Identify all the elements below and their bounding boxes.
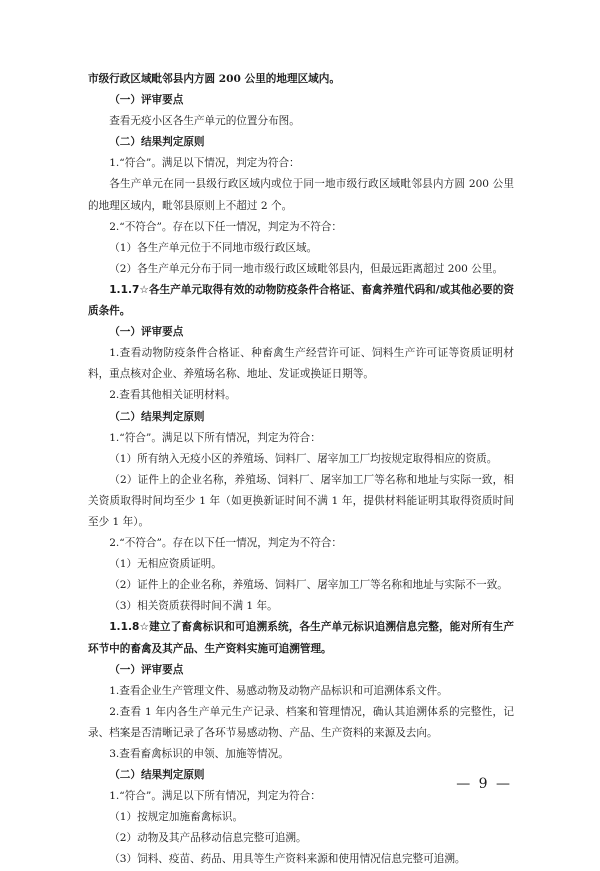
- paragraph: 1.“符合”。满足以下情况，判定为符合：: [109, 157, 300, 170]
- paragraph: 1.查看企业生产管理文件、易感动物及动物产品标识和可追溯体系文件。: [109, 684, 448, 697]
- paragraph: 查看无疫小区各生产单元的位置分布图。: [109, 115, 300, 128]
- section-heading: （二）结果判定原则: [109, 136, 205, 149]
- paragraph: （2）证件上的企业名称，养殖场、饲料厂、屠宰加工厂等名称和地址与实际不一致。: [109, 579, 508, 592]
- paragraph: （3）饲料、疫苗、药品、用具等生产资料来源和使用情况信息完整可追溯。: [109, 853, 466, 866]
- paragraph: 2.“不符合”。存在以下任一情况，判定为不符合：: [109, 220, 342, 233]
- document-body: [88, 69, 514, 871]
- paragraph: 3.查看畜禽标识的申领、加施等情况。: [109, 748, 289, 760]
- paragraph: 1.“符合”。满足以下所有情况，判定为符合：: [109, 431, 321, 444]
- page-number: — 9 —: [456, 776, 512, 792]
- clause-heading: 1.1.8☆建立了畜禽标识和可追溯系统，各生产单元标识追溯信息完整，能对所有生产环节中的畜禽及其产品、生产资料实施可追溯管理。: [88, 621, 514, 655]
- paragraph: （3）相关资质获得时间不满 1 年。: [109, 600, 278, 613]
- paragraph: 2.“不符合”。存在以下任一情况，判定为不符合：: [109, 537, 342, 550]
- paragraph: 2.查看 1 年内各生产单元生产记录、档案和管理情况，确认其追溯体系的完整性，记录、档案是否清晰记录了各环节易感动物、产品、生产资料的来源及去向。: [88, 705, 514, 739]
- section-heading: （一）评审要点: [109, 663, 184, 676]
- paragraph: （1）所有纳入无疫小区的养殖场、饲料厂、屠宰加工厂均按规定取得相应的资质。: [109, 452, 498, 465]
- section-heading: （二）结果判定原则: [109, 769, 205, 782]
- paragraph: （2）各生产单元分布于同一地市级行政区域毗邻县内，但最远距离超过 200 公里。: [109, 262, 504, 275]
- clause-heading: 1.1.7☆各生产单元取得有效的动物防疫条件合格证、畜禽养殖代码和/或其他必要的资质条件。: [88, 283, 514, 318]
- section-heading: 市级行政区域毗邻县内方圆 200 公里的地理区域内。: [88, 73, 340, 85]
- paragraph: 1.“符合”。满足以下所有情况，判定为符合：: [109, 790, 321, 803]
- paragraph: 2.查看其他相关证明材料。: [109, 389, 236, 402]
- paragraph: 各生产单元在同一县级行政区域内或位于同一地市级行政区域毗邻县内方圆 200 公里的地理区域内，毗邻县原则上不超过 2 个。: [88, 178, 514, 212]
- section-heading: （二）结果判定原则: [109, 410, 205, 423]
- paragraph: （2）证件上的企业名称，养殖场、饲料厂、屠宰加工厂等名称和地址与实际一致，相关资质取得时间均至少 1 年（如更换新证时间不满 1 年，提供材料能证明其取得资质时间至少 1 年）。: [88, 473, 514, 528]
- section-heading: （一）评审要点: [109, 94, 184, 107]
- paragraph: （1）无相应资质证明。: [109, 558, 222, 571]
- paragraph: （1）按规定加施畜禽标识。: [109, 811, 244, 824]
- paragraph: 1.查看动物防疫条件合格证、种畜禽生产经营许可证、饲料生产许可证等资质证明材料，重点核对企业、养殖场名称、地址、发证或换证日期等。: [88, 347, 514, 381]
- paragraph: （2）动物及其产品移动信息完整可追溯。: [109, 832, 307, 845]
- section-heading: （一）评审要点: [109, 326, 184, 339]
- paragraph: （1）各生产单元位于不同地市级行政区域。: [109, 241, 318, 254]
